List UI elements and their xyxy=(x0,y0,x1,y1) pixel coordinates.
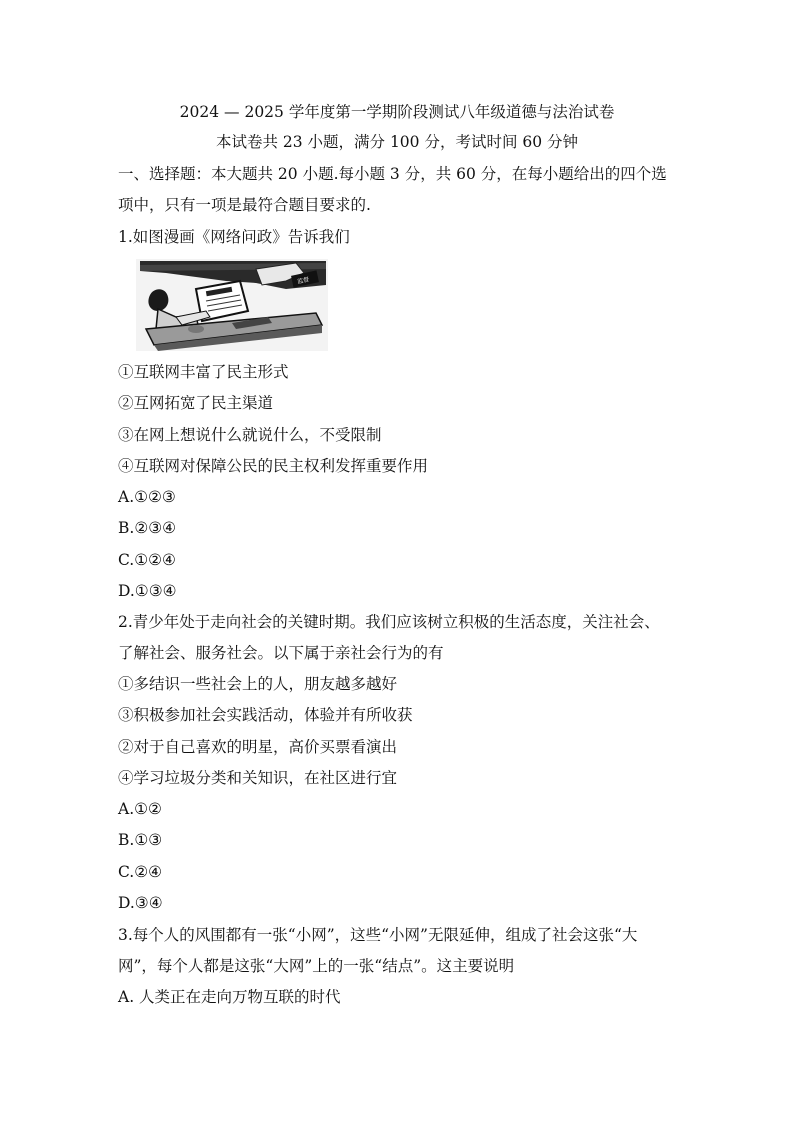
q1-statement-2: ②互网拓宽了民主渠道 xyxy=(118,394,274,412)
q2-statement-3: ②对于自己喜欢的明星，高价买票看演出 xyxy=(118,738,398,756)
q2-stem-line-2: 了解社会、服务社会。以下属于亲社会行为的有 xyxy=(118,644,444,662)
q1-statement-1: ①互联网丰富了民主形式 xyxy=(118,363,289,381)
q1-stem: 1.如图漫画《网络问政》告诉我们 xyxy=(118,228,350,246)
q3-stem-line-2: 网”，每个人都是这张“大网”上的一张“结点”。这主要说明 xyxy=(118,957,515,975)
q2-option-a: A.①② xyxy=(118,800,162,818)
q2-option-b: B.①③ xyxy=(118,831,163,849)
svg-text:监督: 监督 xyxy=(296,276,310,286)
q2-option-d: D.③④ xyxy=(118,894,163,912)
section-intro-line-2: 项中，只有一项是最符合题目要求的. xyxy=(118,196,371,214)
q1-option-d: D.①③④ xyxy=(118,582,177,600)
q2-stem-line-1: 2.青少年处于走向社会的关键时期。我们应该树立积极的生活态度，关注社会、 xyxy=(118,613,660,631)
q2-statement-4: ④学习垃圾分类和关知识，在社区进行宜 xyxy=(118,769,398,787)
q1-option-a: A.①②③ xyxy=(118,488,176,506)
q3-option-a: A. 人类正在走向万物互联的时代 xyxy=(118,988,341,1006)
cartoon-image xyxy=(136,259,328,351)
exam-subtitle: 本试卷共 23 小题，满分 100 分，考试时间 60 分钟 xyxy=(215,133,579,151)
q1-statement-3: ③在网上想说什么就说什么，不受限制 xyxy=(118,426,382,444)
section-intro-line-1: 一、选择题：本大题共 20 小题.每小题 3 分，共 60 分，在每小题给出的四个选 xyxy=(118,165,667,183)
exam-title: 2024 — 2025 学年度第一学期阶段测试八年级道德与法治试卷 xyxy=(179,103,615,121)
q2-statement-1: ①多结识一些社会上的人，朋友越多越好 xyxy=(118,675,398,693)
q1-statement-4: ④互联网对保障公民的民主权利发挥重要作用 xyxy=(118,457,429,475)
q3-stem-line-1: 3.每个人的风围都有一张“小网”，这些“小网”无限延伸，组成了社会这张“大 xyxy=(118,926,638,944)
q2-statement-2: ③积极参加社会实践活动，体验并有所收获 xyxy=(118,706,413,724)
q1-option-c: C.①②④ xyxy=(118,551,176,569)
q2-option-c: C.②④ xyxy=(118,863,163,881)
q1-option-b: B.②③④ xyxy=(118,519,177,537)
